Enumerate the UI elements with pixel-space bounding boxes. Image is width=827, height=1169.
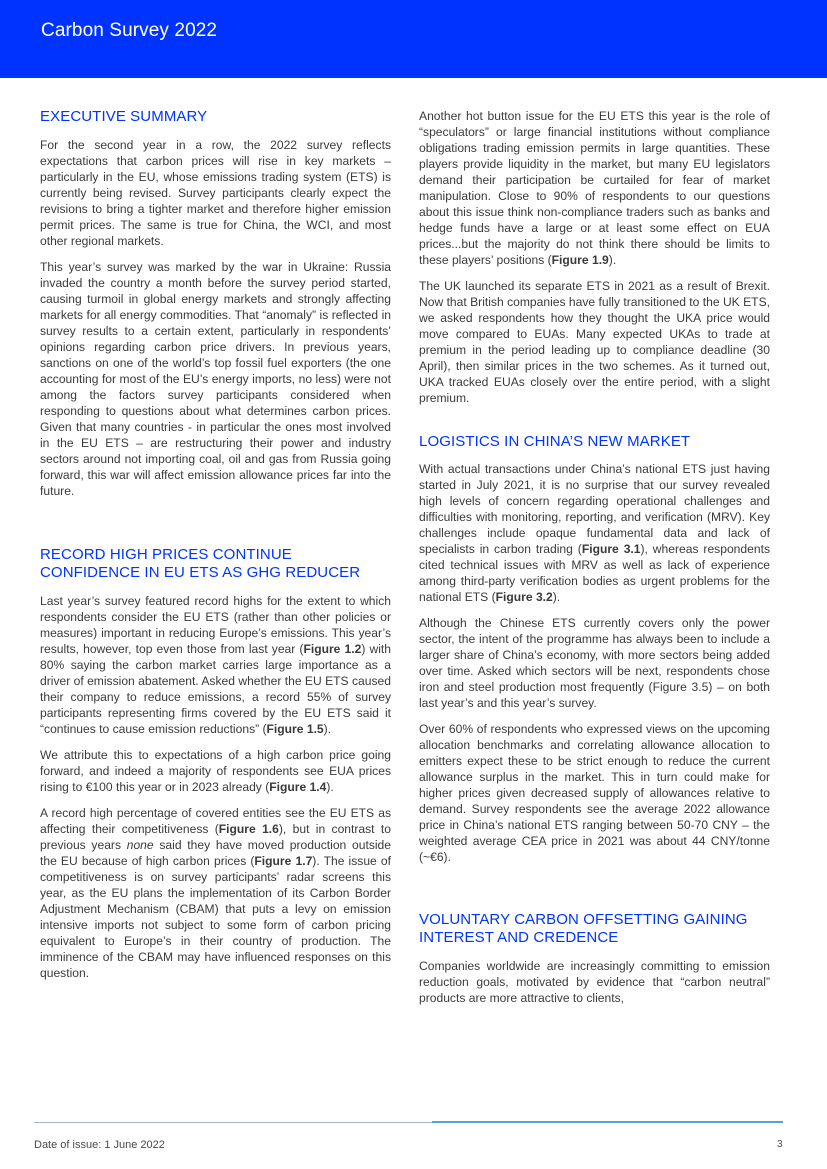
figure-ref: Figure 1.6: [218, 822, 279, 836]
paragraph: Companies worldwide are increasingly committing to emission reduction goals, motivated by evidence that “carbon neutral” products are more attractive to clients,: [419, 959, 770, 1005]
paragraph: We attribute this to expectations of a high carbon price going forward, and indeed a majority of respondents see EUA prices rising to €100 this year or in 2023 already (Figure 1.4).: [40, 748, 391, 794]
paragraph: This year’s survey was marked by the war in Ukraine: Russia invaded the country a month before the survey period started, causing turmoil in global energy markets and strongly affecting markets for all energy commodities. That “anomaly” is reflected in survey results to a certain extent, particularly in respondents’ opinions regarding carbon price drivers. In previous years, sanctions on one of the world’s top fossil fuel exporters (the one accounting for most of the EU’s energy imports, no less) were not among the factors survey participants considered when responding to questions about what determines carbon prices. Given that many countries - in particular the ones most involved in the EU ETS – are restructuring their power and industry sectors around not importing coal, oil and gas from Russia going forward, this war will affect emission allowance prices far into the future.: [40, 260, 391, 498]
heading-line: VOLUNTARY CARBON OFFSETTING GAINING: [419, 911, 748, 928]
paragraph: Another hot button issue for the EU ETS this year is the role of “speculators” or large financial institutions without compliance obligations trading emission permits in large quantities. These players provide liquidity in the market, but many EU legislators demand their participation be curtailed for fear of market manipulation. Close to 90% of respondents to our questions about this issue think non-compliance traders such as banks and hedge funds have a large or at least some effect on EUA prices...but the majority do not think there should be limits to these players’ positions (Figure 1.9).: [419, 109, 770, 267]
footer-divider-accent: [432, 1121, 783, 1123]
left-column: [40, 108, 391, 981]
paragraph: The UK launched its separate ETS in 2021 as a result of Brexit. Now that British companies have fully transitioned to the UK ETS, we asked respondents how they thought the UKA price would move compared to EUAs. Many expected UKAs to trade at premium in the period leading up to compliance deadline (30 April), then similar prices in the two schemes. As it turned out, UKA tracked EUAs closely over the entire period, with a slight premium.: [419, 279, 770, 405]
paragraph: For the second year in a row, the 2022 survey reflects expectations that carbon prices will rise in key markets – particularly in the EU, whose emissions trading system (ETS) is currently being revised. Survey participants clearly expect the revisions to bring a tighter market and therefore higher emission permit prices. The same is true for China, the WCI, and most other regional markets.: [40, 138, 391, 248]
figure-ref: Figure 1.7: [254, 854, 313, 868]
section-heading-voluntary-offsetting: [419, 911, 770, 947]
heading-line: INTEREST AND CREDENCE: [419, 929, 619, 946]
section-heading-executive-summary: EXECUTIVE SUMMARY: [40, 108, 208, 125]
paragraph: Although the Chinese ETS currently covers only the power sector, the intent of the programme has always been to include a larger share of China’s economy, with more sectors being added over time. Asked which sectors will be next, respondents chose iron and steel production most frequently (Figure 3.5) – on both last year’s and this year’s survey.: [419, 616, 770, 710]
figure-ref: Figure 1.4: [269, 780, 327, 794]
paragraph: A record high percentage of covered entities see the EU ETS as affecting their competitiveness (Figure 1.6), but in contrast to previous years none said they have moved production outside the EU because of high carbon prices (Figure 1.7). The issue of competitiveness is on survey participants’ radar screens this year, as the EU plans the implementation of its Carbon Border Adjustment Mechanism (CBAM) that puts a levy on emission intensive imports not subject to some form of carbon pricing equivalent to Europe’s in their country of production. The imminence of the CBAM may have influenced responses on this question.: [40, 806, 391, 980]
figure-ref: Figure 1.2: [303, 642, 362, 656]
footer-divider: [34, 1122, 432, 1123]
page-number: 3: [777, 1139, 783, 1150]
emphasis: none: [126, 838, 154, 852]
section-heading-record-high-prices: [40, 546, 391, 582]
figure-ref: Figure 3.2: [495, 590, 553, 604]
heading-line: RECORD HIGH PRICES CONTINUE: [40, 546, 292, 563]
figure-ref: Figure 1.5: [266, 722, 324, 736]
figure-ref: Figure 3.1: [581, 542, 641, 556]
issue-date: Date of issue: 1 June 2022: [34, 1139, 165, 1151]
right-column: [419, 108, 770, 1006]
document-title: Carbon Survey 2022: [41, 20, 218, 41]
paragraph: Last year’s survey featured record highs for the extent to which respondents consider the EU ETS (rather than other policies or measures) important in reducing Europe’s emissions. This year’s results, however, top even those from last year (Figure 1.2) with 80% saying the carbon market carries large importance as a driver of emission abatement. Asked whether the EU ETS caused their company to reduce emissions, a record 55% of survey participants representing firms covered by the EU ETS said it “continues to cause emission reductions” (Figure 1.5).: [40, 594, 391, 736]
paragraph: Over 60% of respondents who expressed views on the upcoming allocation benchmarks and correlating allowance allocation to emitters expect these to be strict enough to reduce the current allowance surplus in the market. This in turn could make for higher prices given decreased supply of allowances relative to demand. Survey respondents see the average 2022 allowance price in China’s national ETS ranging between 50-70 CNY – the weighted average CEA price in 2021 was about 44 CNY/tonne (~€6).: [419, 722, 770, 864]
section-heading-logistics-china: LOGISTICS IN CHINA’S NEW MARKET: [419, 433, 691, 450]
header-bar: [0, 0, 827, 78]
figure-ref: Figure 1.9: [551, 253, 609, 267]
paragraph: With actual transactions under China’s national ETS just having started in July 2021, it is no surprise that our survey revealed high levels of concern regarding operational challenges and difficulties with monitoring, reporting, and verification (MRV). Key challenges include opaque fundamental data and lack of specialists in carbon trading (Figure 3.1), whereas respondents cited technical issues with MRV as well as lack of experience among third-party verification bodies as urgent problems for the national ETS (Figure 3.2).: [419, 462, 770, 604]
heading-line: CONFIDENCE IN EU ETS AS GHG REDUCER: [40, 564, 361, 581]
